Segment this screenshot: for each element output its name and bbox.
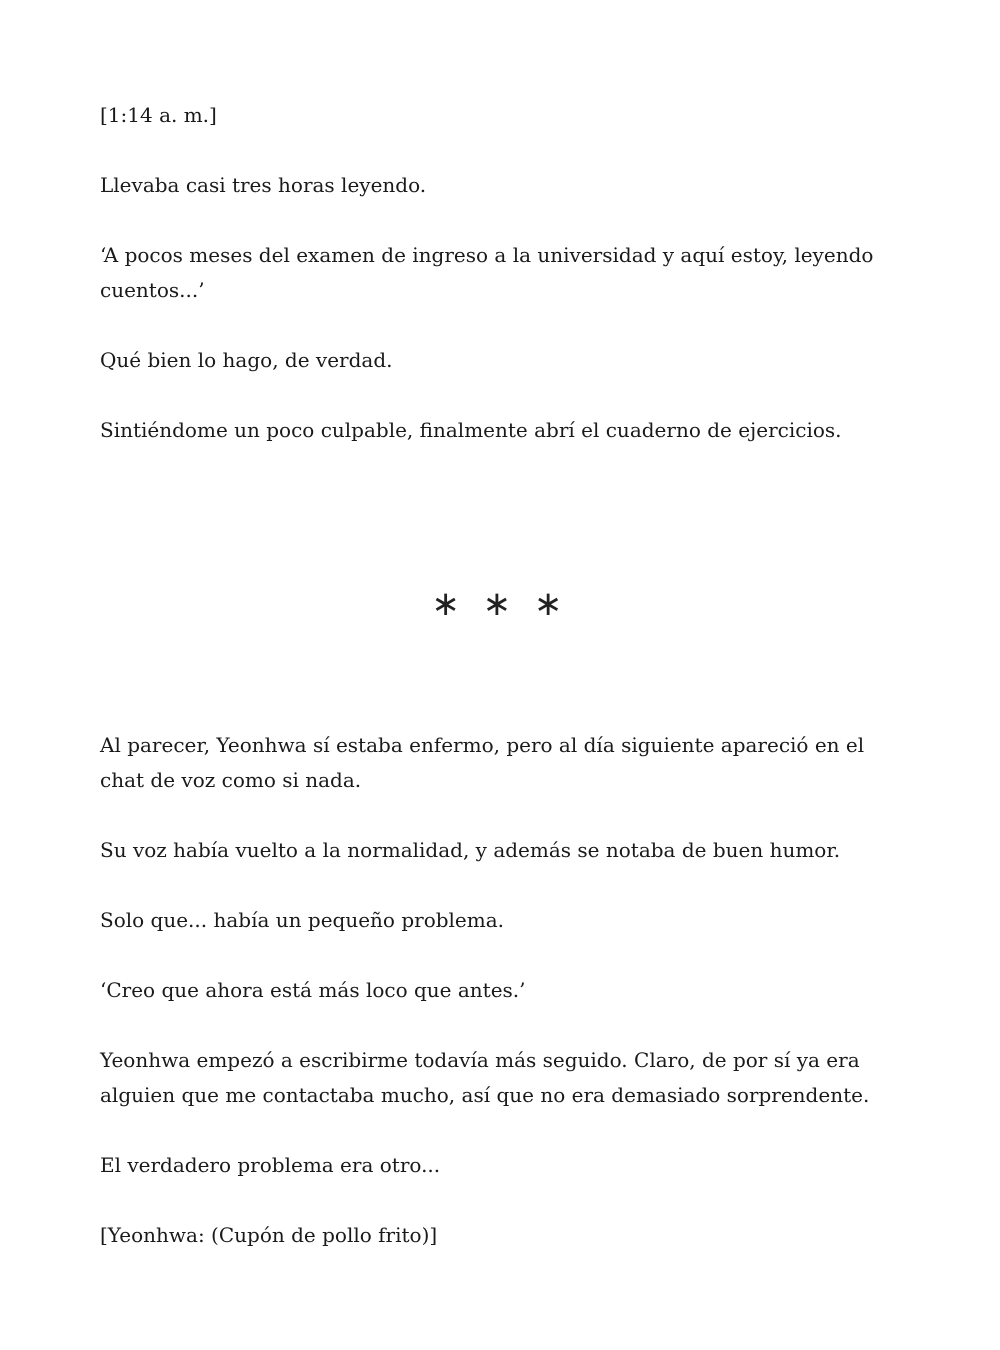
paragraph: Qué bien lo hago, de verdad. [100,348,393,372]
paragraph: El verdadero problema era otro... [100,1153,441,1177]
timestamp-paragraph: [1:14 a. m.] [100,103,217,127]
paragraph: Sintiéndome un poco culpable, finalmente abrí el cuaderno de ejercicios. [100,418,842,442]
paragraph: Llevaba casi tres horas leyendo. [100,173,427,197]
paragraph: ‘Creo que ahora está más loco que antes.’ [100,978,526,1002]
section-separator: ∗ ∗ ∗ [431,584,569,624]
paragraph: Yeonhwa empezó a escribirme todavía más seguido. Claro, de por sí ya era alguien que me contactaba mucho, así que no era demasiado sorprendente. [100,1048,870,1107]
paragraph: Al parecer, Yeonhwa sí estaba enfermo, pero al día siguiente apareció en el chat de voz como si nada. [100,733,865,792]
paragraph: ‘A pocos meses del examen de ingreso a la universidad y aquí estoy, leyendo cuentos...’ [100,243,874,302]
paragraph: Solo que... había un pequeño problema. [100,908,505,932]
chat-message-paragraph: [Yeonhwa: (Cupón de pollo frito)] [100,1223,438,1247]
paragraph: Su voz había vuelto a la normalidad, y además se notaba de buen humor. [100,838,841,862]
